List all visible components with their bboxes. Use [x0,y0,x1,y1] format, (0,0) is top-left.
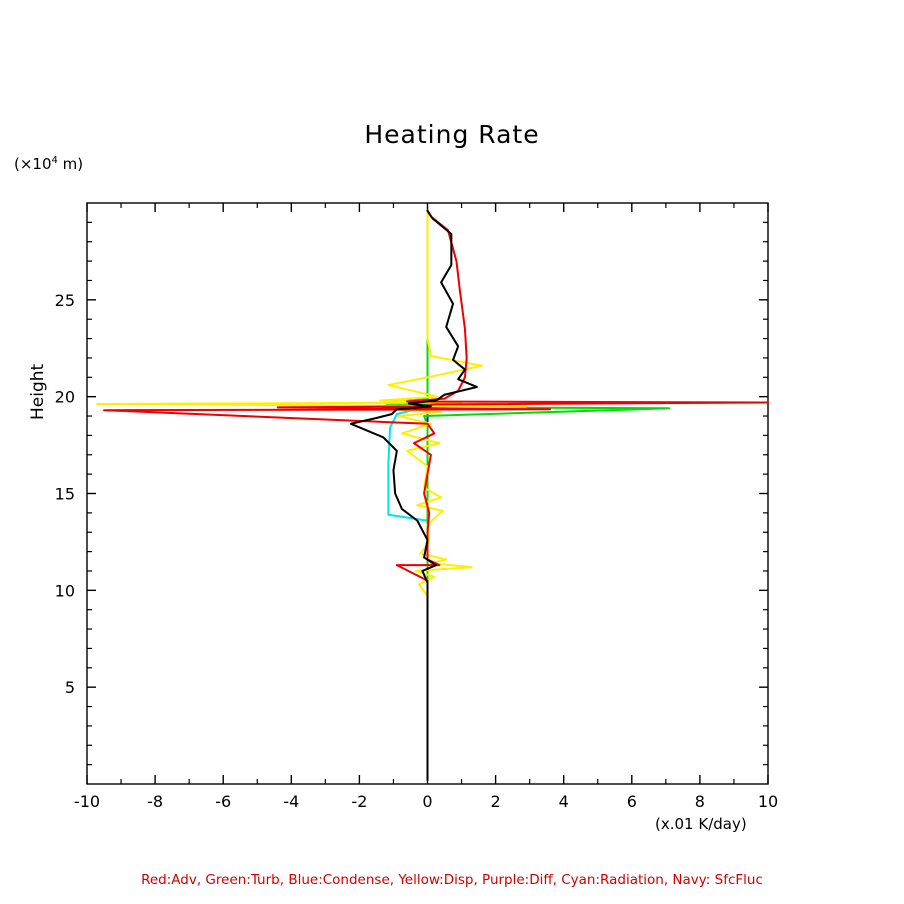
series-line-total [351,211,477,780]
x-tick-label: 2 [490,792,501,811]
legend: Red:Adv, Green:Turb, Blue:Condense, Yellow:Disp, Purple:Diff, Cyan:Radiation, Navy: SfcFluc [141,872,763,888]
x-tick-label: 8 [694,792,705,811]
y-tick-label: 20 [54,387,75,407]
data-series-group [97,211,768,780]
x-tick-label: -4 [283,792,300,811]
x-tick-label: -10 [73,792,101,811]
series-line-radiation [388,211,429,780]
x-tick-label: 0 [422,792,433,811]
y-tick-label: 25 [54,290,75,310]
x-axis-units-label: (x.01 K/day) [655,815,747,833]
x-tick-label: 4 [558,792,569,811]
x-tick-label: 6 [626,792,637,811]
series-line-disp [97,211,526,780]
y-tick-label: 15 [54,484,75,504]
y-tick-label: 5 [64,678,75,698]
x-tick-label: -6 [215,792,232,811]
x-tick-label: 10 [757,792,779,811]
y-axis-units-label: ($\times 10^4$ m) [14,155,84,173]
y-tick-label: 10 [54,581,75,601]
x-tick-label: -8 [147,792,164,811]
axis-ticks [55,203,779,811]
x-tick-label: -2 [351,792,368,811]
y-axis-label: Height [28,363,48,420]
series-line-turb [387,211,670,780]
page-title: Heating Rate [364,120,540,149]
